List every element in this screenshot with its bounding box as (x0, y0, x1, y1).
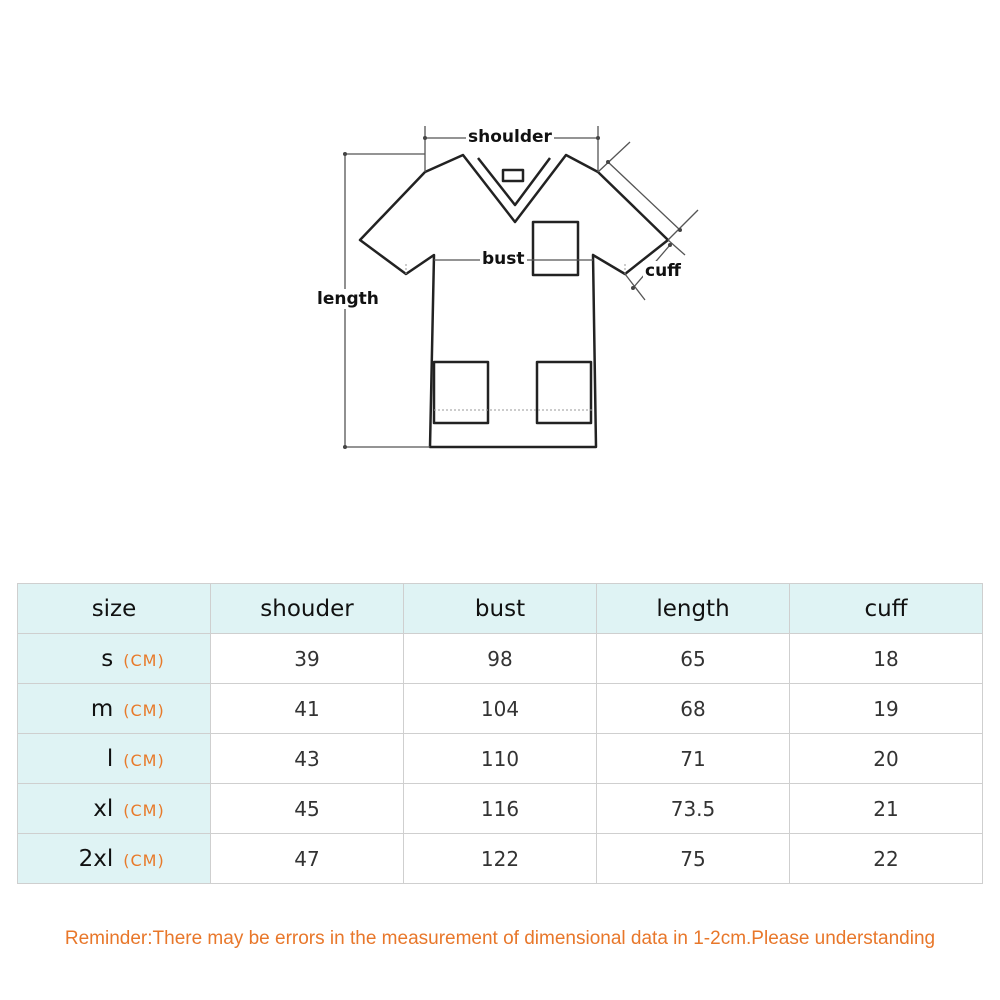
shoulder-cell: 43 (211, 734, 404, 784)
table-row (18, 834, 983, 884)
bust-cell: 116 (404, 784, 597, 834)
measurement-diagram (300, 110, 720, 470)
header-size: size (18, 584, 211, 634)
cuff-cell: 18 (790, 634, 983, 684)
table-row (18, 784, 983, 834)
size-cell (18, 634, 211, 684)
size-name: s (101, 645, 114, 672)
bust-cell: 98 (404, 634, 597, 684)
unit-label: (CM) (123, 800, 165, 820)
length-cell: 73.5 (597, 784, 790, 834)
table-row (18, 684, 983, 734)
bust-cell: 110 (404, 734, 597, 784)
header-bust: bust (404, 584, 597, 634)
shoulder-cell: 47 (211, 834, 404, 884)
shoulder-label: shoulder (468, 127, 552, 147)
header-length: length (597, 584, 790, 634)
cuff-cell: 22 (790, 834, 983, 884)
bust-cell: 122 (404, 834, 597, 884)
length-label: length (317, 289, 379, 309)
unit-label: (CM) (123, 650, 165, 670)
table-row (18, 634, 983, 684)
header-shoulder: shouder (211, 584, 404, 634)
cuff-cell: 21 (790, 784, 983, 834)
unit-label: (CM) (123, 750, 165, 770)
unit-label: (CM) (123, 850, 165, 870)
size-cell (18, 684, 211, 734)
size-name: xl (93, 795, 114, 822)
shoulder-cell: 41 (211, 684, 404, 734)
reminder-text: Reminder:There may be errors in the measurement of dimensional data in 1-2cm.Please understanding (64, 928, 936, 949)
size-name: 2xl (78, 845, 114, 872)
bust-cell: 104 (404, 684, 597, 734)
length-cell: 71 (597, 734, 790, 784)
table-row (18, 734, 983, 784)
size-name: m (90, 695, 114, 722)
length-cell: 75 (597, 834, 790, 884)
shoulder-cell: 39 (211, 634, 404, 684)
bust-label: bust (482, 249, 525, 269)
size-chart-table (17, 583, 983, 884)
table-header-row (18, 584, 983, 634)
cuff-label: cuff (645, 261, 681, 281)
length-cell: 65 (597, 634, 790, 684)
cuff-cell: 20 (790, 734, 983, 784)
size-name: l (106, 745, 114, 772)
shoulder-cell: 45 (211, 784, 404, 834)
cuff-cell: 19 (790, 684, 983, 734)
size-cell (18, 734, 211, 784)
unit-label: (CM) (123, 700, 165, 720)
size-cell (18, 834, 211, 884)
size-cell (18, 784, 211, 834)
length-cell: 68 (597, 684, 790, 734)
header-cuff: cuff (790, 584, 983, 634)
